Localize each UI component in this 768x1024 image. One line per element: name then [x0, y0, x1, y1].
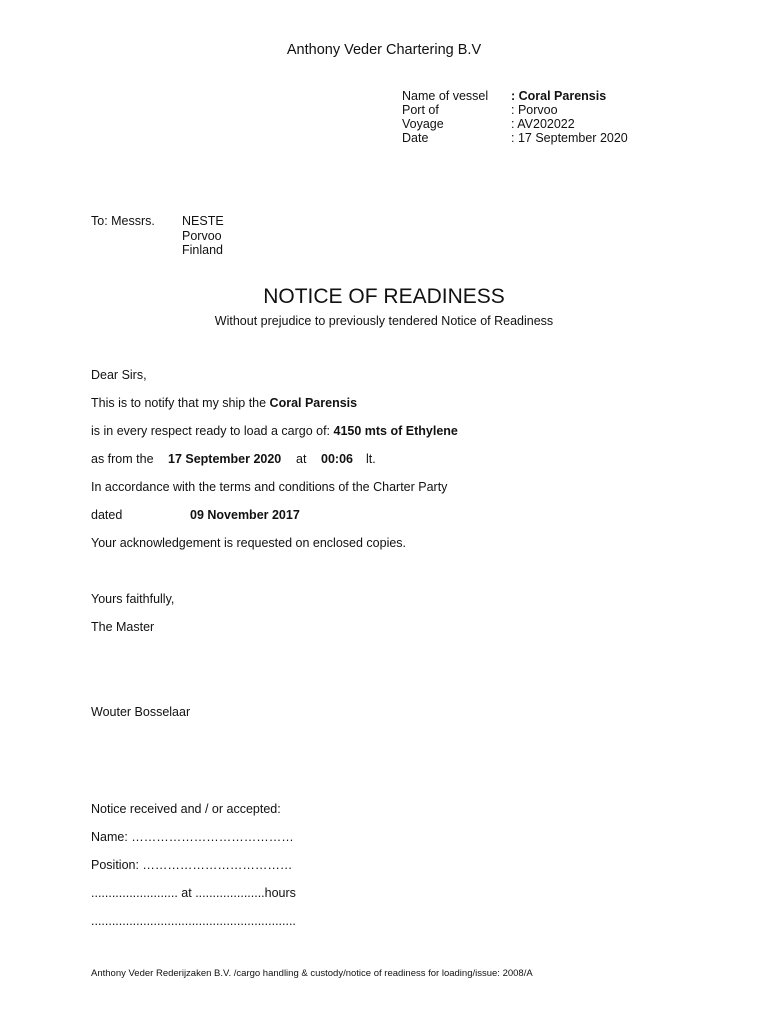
readiness-time: 00:06 [321, 452, 353, 466]
voyage-value: : AV202022 [511, 117, 575, 131]
acceptance-name-field: Name: ………………………………… [91, 830, 294, 844]
document-subtitle: Without prejudice to previously tendered Notice of Readiness [214, 314, 554, 328]
acceptance-position-field: Position: ……………………………… [91, 858, 293, 872]
signer-title: The Master [91, 620, 155, 634]
at-label: at [296, 452, 307, 466]
addressee-line: NESTE [182, 214, 224, 228]
ready-line [91, 424, 458, 438]
accordance-line: In accordance with the terms and conditions of the Charter Party [91, 480, 448, 494]
dated-label: dated [91, 508, 123, 522]
signer-name: Wouter Bosselaar [91, 705, 191, 719]
notify-line [91, 396, 357, 410]
port-value: : Porvoo [511, 103, 558, 117]
acknowledgement-line: Your acknowledgement is requested on enclosed copies. [91, 536, 407, 550]
charter-party-date: 09 November 2017 [190, 508, 300, 522]
date-label: Date [402, 131, 429, 145]
ready-prefix: is in every respect ready to load a cargo of: [91, 424, 334, 438]
addressee-label: To: Messrs. [91, 214, 155, 228]
acceptance-time-field: ......................... at ....................hours [91, 886, 296, 900]
addressee-line: Finland [182, 243, 223, 257]
vessel-name-value: : Coral Parensis [511, 89, 607, 103]
vessel-name-label: Name of vessel [402, 89, 489, 103]
lt-label: lt. [366, 452, 376, 466]
ship-name: Coral Parensis [269, 396, 358, 410]
closing: Yours faithfully, [91, 592, 175, 606]
notify-prefix: This is to notify that my ship the [91, 396, 270, 410]
date-value: : 17 September 2020 [511, 131, 628, 145]
cargo: 4150 mts of Ethylene [333, 424, 458, 438]
addressee-line: Porvoo [182, 229, 222, 243]
footer-reference: Anthony Veder Rederijzaken B.V. /cargo handling & custody/notice of readiness for loading/issue: 2008/A [91, 968, 533, 979]
voyage-label: Voyage [402, 117, 444, 131]
salutation: Dear Sirs, [91, 368, 147, 382]
readiness-date: 17 September 2020 [168, 452, 282, 466]
acceptance-signature-field: ........................................................... [91, 914, 296, 928]
as-from-label: as from the [91, 452, 154, 466]
document-title: NOTICE OF READINESS [263, 285, 505, 308]
port-label: Port of [402, 103, 439, 117]
company-name: Anthony Veder Chartering B.V [286, 42, 482, 58]
acceptance-heading: Notice received and / or accepted: [91, 802, 281, 816]
